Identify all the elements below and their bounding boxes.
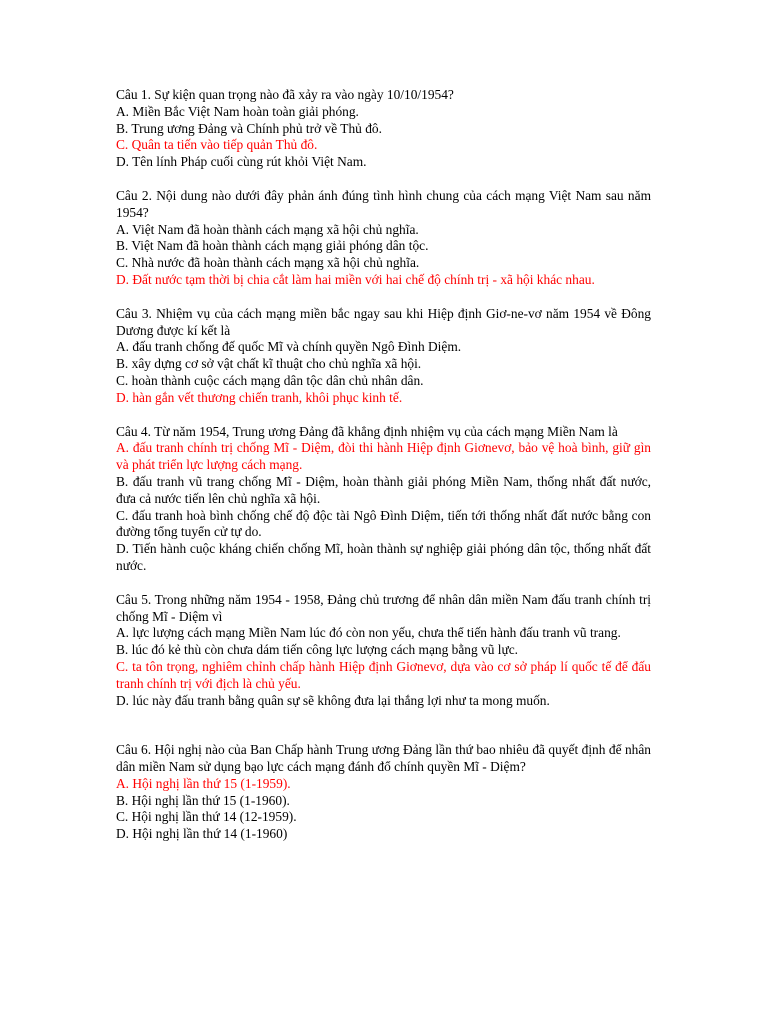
question-text: Câu 5. Trong những năm 1954 - 1958, Đảng chủ trương để nhân dân miền Nam đấu tranh chính trị chống Mĩ - Diệm vì [116,591,651,624]
answer-option-b: B. xây dựng cơ sở vật chất kĩ thuật cho chủ nghĩa xã hội. [116,356,422,372]
answer-option-a: A. lực lượng cách mạng Miền Nam lúc đó còn non yếu, chưa thể tiến hành đấu tranh vũ trang. [116,625,621,641]
answer-option-b: B. đấu tranh vũ trang chống Mĩ - Diệm, hoàn thành giải phóng Miền Nam, thống nhất đất nước, đưa cả nước tiến lên chủ nghĩa xã hội. [116,473,651,506]
question-1 [116,87,651,171]
answer-option-a: A. Miền Bắc Việt Nam hoàn toàn giải phóng. [116,103,359,119]
answer-option-b: B. Việt Nam đã hoàn thành cách mạng giải phóng dân tộc. [116,238,429,254]
question-5 [116,592,651,710]
question-3 [116,306,651,407]
question-6 [116,742,651,843]
question-text: Câu 3. Nhiệm vụ của cách mạng miền bắc ngay sau khi Hiệp định Giơ-ne-vơ năm 1954 về Đông Dương được kí kết là [116,305,651,338]
question-4 [116,424,651,575]
answer-option-d-correct: D. hàn gắn vết thương chiến tranh, khôi phục kinh tế. [116,389,403,405]
answer-option-c: C. Hội nghị lần thứ 14 (12-1959). [116,809,297,825]
answer-option-d: D. lúc này đấu tranh bằng quân sự sẽ không đưa lại thắng lợi như ta mong muốn. [116,692,550,708]
answer-option-a-correct: A. đấu tranh chính trị chống Mĩ - Diệm, đòi thi hành Hiệp định Giơnevơ, bảo vệ hoà bình, giữ gìn và phát triển lực lượng cách mạng. [116,440,651,473]
answer-option-d-correct: D. Đất nước tạm thời bị chia cắt làm hai miền với hai chế độ chính trị - xã hội khác nhau. [116,271,595,287]
answer-option-b: B. Trung ương Đảng và Chính phủ trở về Thủ đô. [116,120,382,136]
question-2 [116,188,651,289]
answer-option-d: D. Tên lính Pháp cuối cùng rút khỏi Việt Nam. [116,154,367,170]
answer-option-c: C. hoàn thành cuộc cách mạng dân tộc dân chủ nhân dân. [116,372,424,388]
question-text: Câu 6. Hội nghị nào của Ban Chấp hành Trung ương Đảng lần thứ bao nhiêu đã quyết định để nhân dân miền Nam sử dụng bạo lực cách mạng đánh đổ chính quyền Mĩ - Diệm? [116,742,651,775]
answer-option-a-correct: A. Hội nghị lần thứ 15 (1-1959). [116,775,291,791]
answer-option-b: B. lúc đó kẻ thù còn chưa dám tiến công lực lượng cách mạng bằng vũ lực. [116,642,519,658]
answer-option-b: B. Hội nghị lần thứ 15 (1-1960). [116,792,290,808]
question-text: Câu 4. Từ năm 1954, Trung ương Đảng đã khẳng định nhiệm vụ của cách mạng Miền Nam là [116,423,618,439]
answer-option-a: A. Việt Nam đã hoàn thành cách mạng xã hội chủ nghĩa. [116,221,419,237]
answer-option-c-correct: C. ta tôn trọng, nghiêm chỉnh chấp hành Hiệp định Giơnevơ, dựa vào cơ sở pháp lí quốc tế để đấu tranh chính trị với địch là chủ yếu. [116,658,651,691]
question-text: Câu 1. Sự kiện quan trọng nào đã xảy ra vào ngày 10/10/1954? [116,87,454,102]
answer-option-c: C. Nhà nước đã hoàn thành cách mạng xã hội chủ nghĩa. [116,255,420,271]
answer-option-d: D. Hội nghị lần thứ 14 (1-1960) [116,826,288,842]
answer-option-d: D. Tiến hành cuộc kháng chiến chống Mĩ, hoàn thành sự nghiệp giải phóng dân tộc, thống nhất đất nước. [116,541,651,573]
document-page [116,87,651,860]
question-text: Câu 2. Nội dung nào dưới đây phản ánh đúng tình hình chung của cách mạng Việt Nam sau năm 1954? [116,187,651,220]
answer-option-a: A. đấu tranh chống đế quốc Mĩ và chính quyền Ngô Đình Diệm. [116,339,462,355]
answer-option-c-correct: C. Quân ta tiến vào tiếp quản Thủ đô. [116,137,318,153]
answer-option-c: C. đấu tranh hoà bình chống chế độ độc tài Ngô Đình Diệm, tiến tới thống nhất đất nước bằng con đường tổng tuyển cử tự do. [116,507,651,540]
